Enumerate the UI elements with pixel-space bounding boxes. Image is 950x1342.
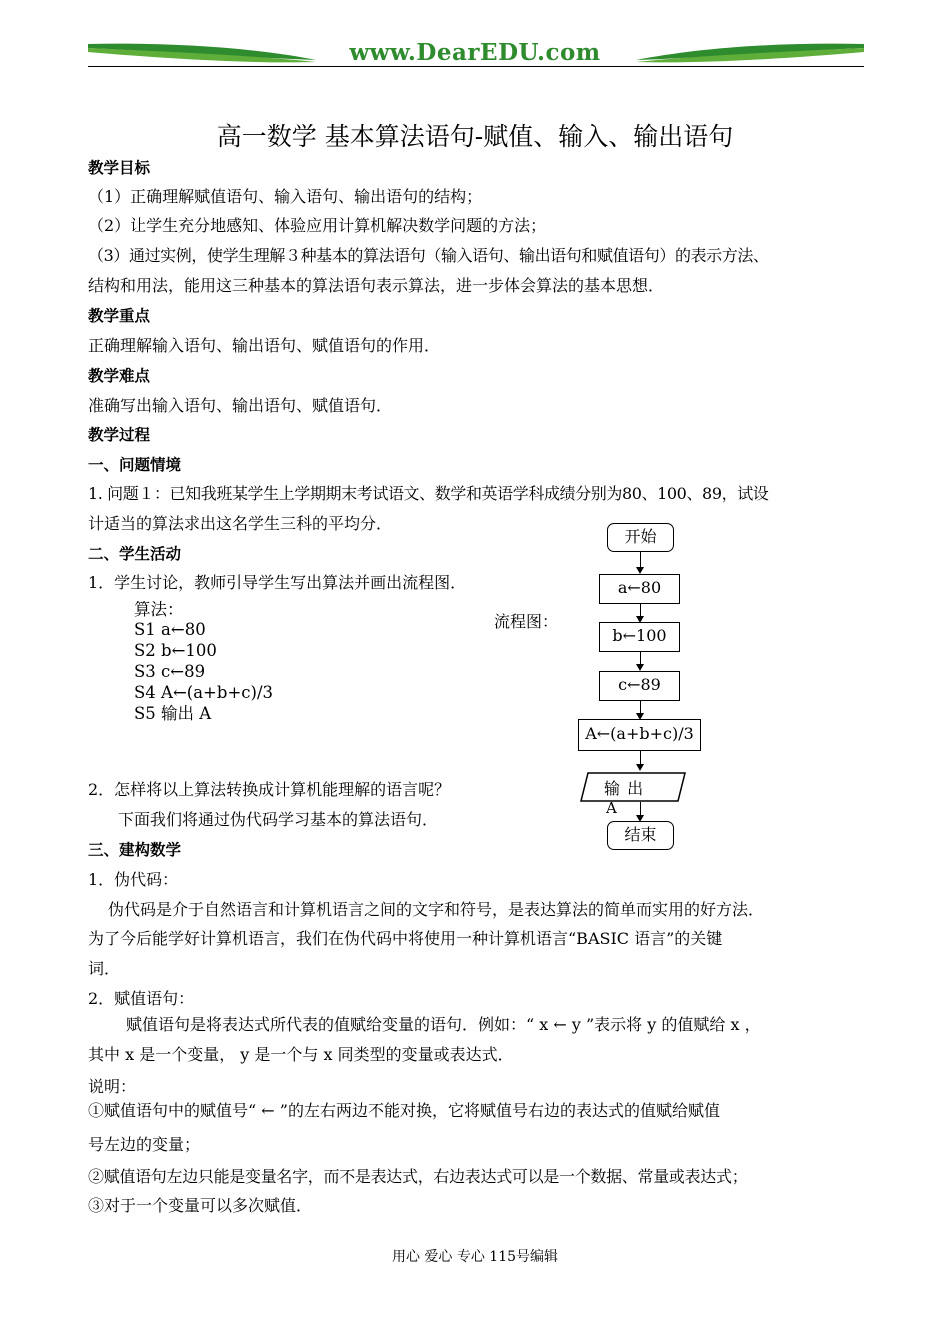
flowchart-arrowhead bbox=[636, 567, 644, 574]
objective-2: （2）让学生充分地感知、体验应用计算机解决数学问题的方法； bbox=[88, 216, 547, 235]
part2-heading: 二、学生活动 bbox=[88, 545, 182, 563]
note-1-line1: ①赋值语句中的赋值号“ ← ”的左右两边不能对换，它将赋值号右边的表达式的值赋给赋值 bbox=[88, 1101, 720, 1120]
key-points-text: 正确理解输入语句、输出语句、赋值语句的作用． bbox=[88, 336, 441, 355]
page-title: 高一数学 基本算法语句-赋值、输入、输出语句 bbox=[216, 122, 734, 151]
algorithm-step-1: S1 a←80 bbox=[134, 620, 206, 639]
assignment-text-line1: 赋值语句是将表达式所代表的值赋给变量的语句．例如：“ x ← y ”表示将 y 的值赋给 x ， bbox=[126, 1015, 761, 1034]
flowchart-arrowhead bbox=[636, 664, 644, 671]
algorithm-step-3: S3 c←89 bbox=[134, 662, 206, 681]
pseudocode-text-line3: 词． bbox=[88, 959, 121, 978]
flowchart-end: 结束 bbox=[607, 821, 674, 850]
note-2: ②赋值语句左边只能是变量名字，而不是表达式，右边表达式可以是一个数据、常量或表达式； bbox=[88, 1167, 748, 1186]
notes-heading: 说明： bbox=[88, 1077, 137, 1096]
objectives-heading: 教学目标 bbox=[88, 159, 151, 177]
flowchart-output-label: 输 出 bbox=[604, 779, 645, 798]
algorithm-step-4: S4 A←(a+b+c)/3 bbox=[134, 683, 274, 702]
flowchart-start: 开始 bbox=[607, 523, 674, 552]
flowchart-arrowhead bbox=[636, 764, 644, 771]
pseudocode-text-line2: 为了今后能学好计算机语言，我们在伪代码中将使用一种计算机语言“BASIC 语言”的关键 bbox=[88, 929, 723, 948]
key-points-heading: 教学重点 bbox=[88, 307, 151, 325]
part2-item2-followup: 下面我们将通过伪代码学习基本的算法语句． bbox=[118, 810, 439, 829]
algorithm-step-5: S5 输出 A bbox=[134, 704, 212, 723]
note-3: ③对于一个变量可以多次赋值． bbox=[88, 1196, 313, 1215]
pseudocode-heading: 1．伪代码： bbox=[88, 870, 179, 889]
objective-1: （1）正确理解赋值语句、输入语句、输出语句的结构； bbox=[88, 187, 483, 206]
assignment-text-line2: 其中 x 是一个变量， y 是一个与 x 同类型的变量或表达式． bbox=[88, 1045, 514, 1064]
difficulty-text: 准确写出输入语句、输出语句、赋值语句． bbox=[88, 396, 393, 415]
part2-item1: 1．学生讨论，教师引导学生写出算法并画出流程图． bbox=[88, 573, 467, 592]
page-footer: 用心 爱心 专心 115号编辑 bbox=[391, 1249, 559, 1265]
part3-heading: 三、建构数学 bbox=[88, 841, 182, 859]
part1-question-line2: 计适当的算法求出这名学生三科的平均分． bbox=[88, 514, 393, 533]
objective-3-line2: 结构和用法，能用这三种基本的算法语句表示算法，进一步体会算法的基本思想． bbox=[88, 276, 665, 295]
flowchart-step-average: A←(a+b+c)/3 bbox=[578, 719, 701, 751]
part2-item2: 2．怎样将以上算法转换成计算机能理解的语言呢？ bbox=[88, 780, 451, 799]
difficulty-heading: 教学难点 bbox=[88, 367, 151, 385]
flowchart-label: 流程图： bbox=[494, 612, 559, 631]
flowchart-output-var: A bbox=[606, 799, 617, 817]
part1-question-line1: 1. 问题１：已知我班某学生上学期期末考试语文、数学和英语学科成绩分别为80、100、89，试设 bbox=[88, 484, 769, 503]
header-rule bbox=[88, 66, 864, 67]
note-1-line2: 号左边的变量； bbox=[88, 1135, 201, 1154]
assignment-heading: 2．赋值语句： bbox=[88, 989, 195, 1008]
flowchart-step-b: b←100 bbox=[599, 622, 680, 652]
algorithm-step-2: S2 b←100 bbox=[134, 641, 217, 660]
flowchart-step-a: a←80 bbox=[599, 574, 680, 604]
objective-3-line1: （3）通过实例，使学生理解３种基本的算法语句（输入语句、输出语句和赋值语句）的表示方法、 bbox=[88, 246, 769, 265]
process-heading: 教学过程 bbox=[88, 426, 151, 444]
flowchart-connector bbox=[640, 552, 641, 568]
flowchart-step-c: c←89 bbox=[599, 671, 680, 701]
flowchart-connector bbox=[640, 802, 641, 816]
site-logo-text[interactable]: www.DearEDU.com bbox=[349, 39, 601, 66]
algorithm-label: 算法： bbox=[134, 600, 184, 619]
pseudocode-text-line1: 伪代码是介于自然语言和计算机语言之间的文字和符号，是表达算法的简单而实用的好方法． bbox=[108, 900, 765, 919]
part1-heading: 一、问题情境 bbox=[88, 456, 182, 474]
